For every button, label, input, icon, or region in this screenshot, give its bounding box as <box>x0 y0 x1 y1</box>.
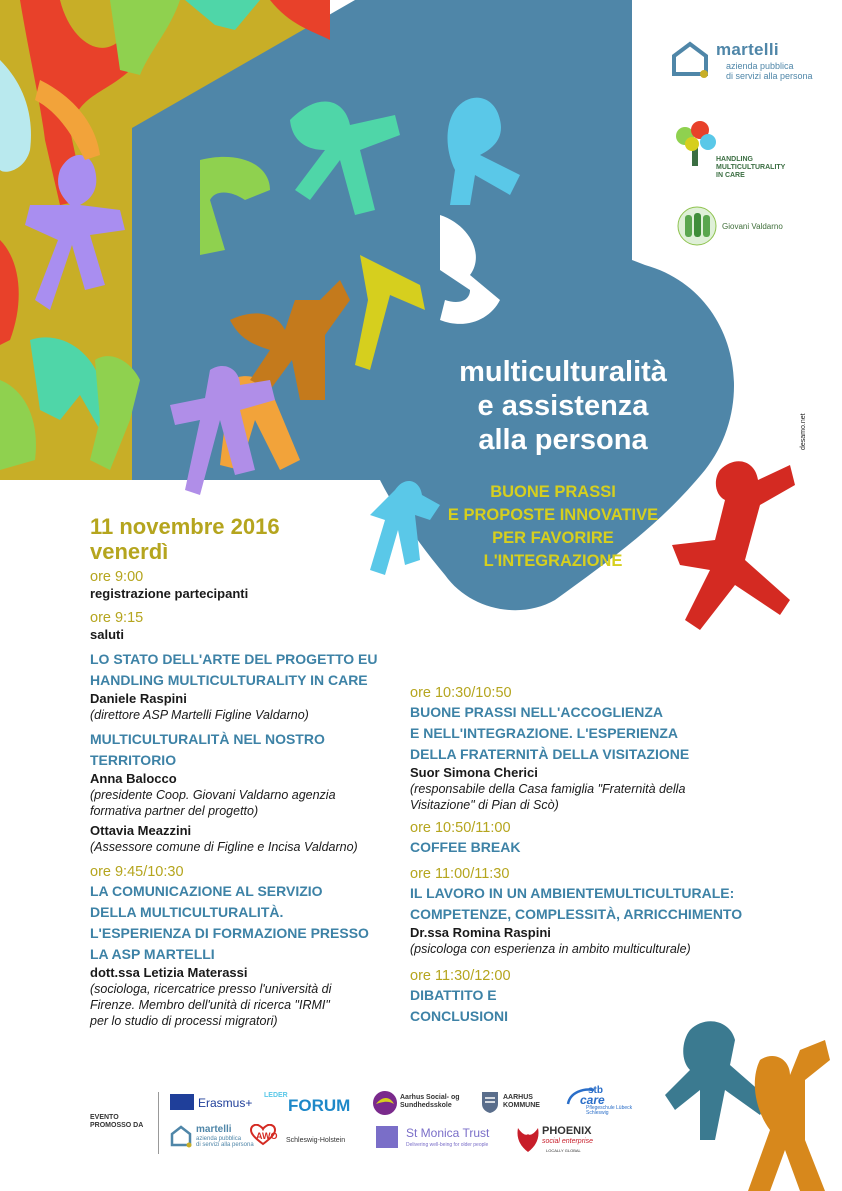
title-line-1: multiculturalità <box>459 356 667 388</box>
aarhus-school-logo-icon <box>372 1090 398 1116</box>
brand-sub-2: di servizi alla persona <box>726 71 813 81</box>
agenda-right-column <box>410 684 760 1027</box>
leder-logo-small: LEDER <box>264 1092 288 1099</box>
time-slot: ore 10:50/11:00 <box>410 820 511 836</box>
brand-name: martelli <box>716 40 779 59</box>
session-text: saluti <box>90 627 124 642</box>
session-heading: BUONE PRASSI NELL'ACCOGLIENZA E NELL'INTEGRAZIONE. L'ESPERIENZA DELLA FRATERNITÀ DELLA VISITAZIONE <box>410 704 690 762</box>
session-heading: IL LAVORO IN UN AMBIENTEMULTICULTURALE: COMPETENZE, COMPLESSITÀ, ARRICCHIMENTO <box>410 885 743 922</box>
speaker-role: formativa partner del progetto) <box>90 804 259 818</box>
erasmus-logo: Erasmus+ <box>198 1096 253 1110</box>
promoted-by-label: EVENTO PROMOSSO DA <box>90 1114 144 1129</box>
st-monica-sub: Delivering well-being for older people <box>406 1142 489 1148</box>
speaker-name: Ottavia Meazzini <box>90 823 192 838</box>
title-line-3: alla persona <box>478 424 648 456</box>
footer-divider <box>158 1092 159 1154</box>
session-heading: LO STATO DELL'ARTE DEL PROGETTO EU HANDLING MULTICULTURALITY IN CARE <box>90 651 378 688</box>
event-subtitle: BUONE PRASSI E PROPOSTE INNOVATIVE PER FAVORIRE L'INTEGRAZIONE <box>447 483 659 570</box>
figure-teal-bottom <box>665 1021 770 1140</box>
session-text: registrazione partecipanti <box>90 586 249 601</box>
aarhus-kommune-crest-icon <box>480 1090 500 1114</box>
agenda-left-column <box>90 514 390 1029</box>
time-slot: ore 11:30/12:00 <box>410 968 511 984</box>
aarhus-school-text: Aarhus Social- og Sundhedsskole <box>400 1094 460 1109</box>
tree-logo-icon <box>670 118 720 168</box>
session-heading: DIBATTITO E CONCLUSIONI <box>410 987 508 1024</box>
phoenix-tag: LOCALLY GLOBAL <box>546 1148 581 1153</box>
phoenix-bird-icon <box>514 1124 542 1154</box>
time-slot: ore 9:45/10:30 <box>90 864 184 880</box>
eu-flag-icon <box>170 1094 194 1110</box>
aarhus-kommune-text: AARHUS KOMMUNE <box>503 1094 540 1109</box>
martelli-small-logo-icon <box>170 1124 192 1148</box>
speaker-role: (direttore ASP Martelli Figline Valdarno) <box>90 708 309 722</box>
speaker-role: (Assessore comune di Figline e Incisa Valdarno) <box>90 840 358 854</box>
speaker-role: per lo studio di processi migratori) <box>90 1014 278 1028</box>
giovani-valdarno-logo-icon <box>676 205 718 247</box>
time-slot: ore 11:00/11:30 <box>410 866 510 882</box>
giovani-valdarno-name: Giovani Valdarno <box>722 222 783 231</box>
designer-credit: desamo.net <box>800 413 807 450</box>
session-heading: COFFEE BREAK <box>410 839 521 855</box>
forum-logo: FORUM <box>288 1096 351 1115</box>
time-slot: ore 9:15 <box>90 610 144 626</box>
session-heading: MULTICULTURALITÀ NEL NOSTRO TERRITORIO <box>90 731 325 768</box>
speaker-name: Suor Simona Cherici <box>410 765 538 780</box>
care-text: care <box>580 1093 605 1107</box>
speaker-name: dott.ssa Letizia Materassi <box>90 965 248 980</box>
event-day: venerdì <box>90 539 169 564</box>
handling-logo-text: HANDLING MULTICULTURALITY IN CARE <box>716 156 786 179</box>
figure-orange-bottom <box>748 1040 830 1191</box>
event-date: 11 novembre 2016 <box>90 514 280 539</box>
title-line-2: e assistenza <box>477 390 649 422</box>
speaker-name: Anna Balocco <box>90 771 177 786</box>
stb-sub: Pflegeschule Lübeck Schleswig <box>586 1105 633 1116</box>
time-slot: ore 9:00 <box>90 569 144 585</box>
martelli-logo <box>670 38 710 85</box>
speaker-role: Visitazione" di Pian di Scò) <box>410 798 559 812</box>
awo-sub: Schleswig-Holstein <box>286 1137 346 1144</box>
speaker-name: Dr.ssa Romina Raspini <box>410 925 551 940</box>
phoenix-sub: social enterprise <box>542 1138 593 1145</box>
session-heading: LA COMUNICAZIONE AL SERVIZIO DELLA MULTICULTURALITÀ. L'ESPERIENZA DI FORMAZIONE PRESSO LA ASP MARTELLI <box>90 883 369 962</box>
speaker-name: Daniele Raspini <box>90 691 187 706</box>
martelli-small-name: martelli <box>196 1124 232 1135</box>
speaker-role: (psicologa con esperienza in ambito multiculturale) <box>410 942 691 956</box>
stb-text: stb <box>588 1085 603 1096</box>
st-monica-name: St Monica Trust <box>406 1126 490 1140</box>
martelli-small-sub: azienda pubblica di servizi alla persona <box>196 1136 254 1148</box>
awo-logo: AWO <box>256 1131 278 1141</box>
speaker-role: (presidente Coop. Giovani Valdarno agenzia <box>90 788 336 802</box>
speaker-role: Firenze. Membro dell'unità di ricerca "IRMI" <box>90 998 330 1012</box>
time-slot: ore 10:30/10:50 <box>410 685 512 701</box>
phoenix-name: PHOENIX <box>542 1125 592 1137</box>
speaker-role: (sociologa, ricercatrice presso l'università di <box>90 982 332 996</box>
event-title <box>398 355 728 457</box>
house-logo-icon <box>670 38 710 80</box>
speaker-role: (responsabile della Casa famiglia "Fraternità della <box>410 782 686 796</box>
st-monica-logo-icon <box>376 1126 398 1148</box>
brand-sub-1: azienda pubblica <box>726 61 794 71</box>
